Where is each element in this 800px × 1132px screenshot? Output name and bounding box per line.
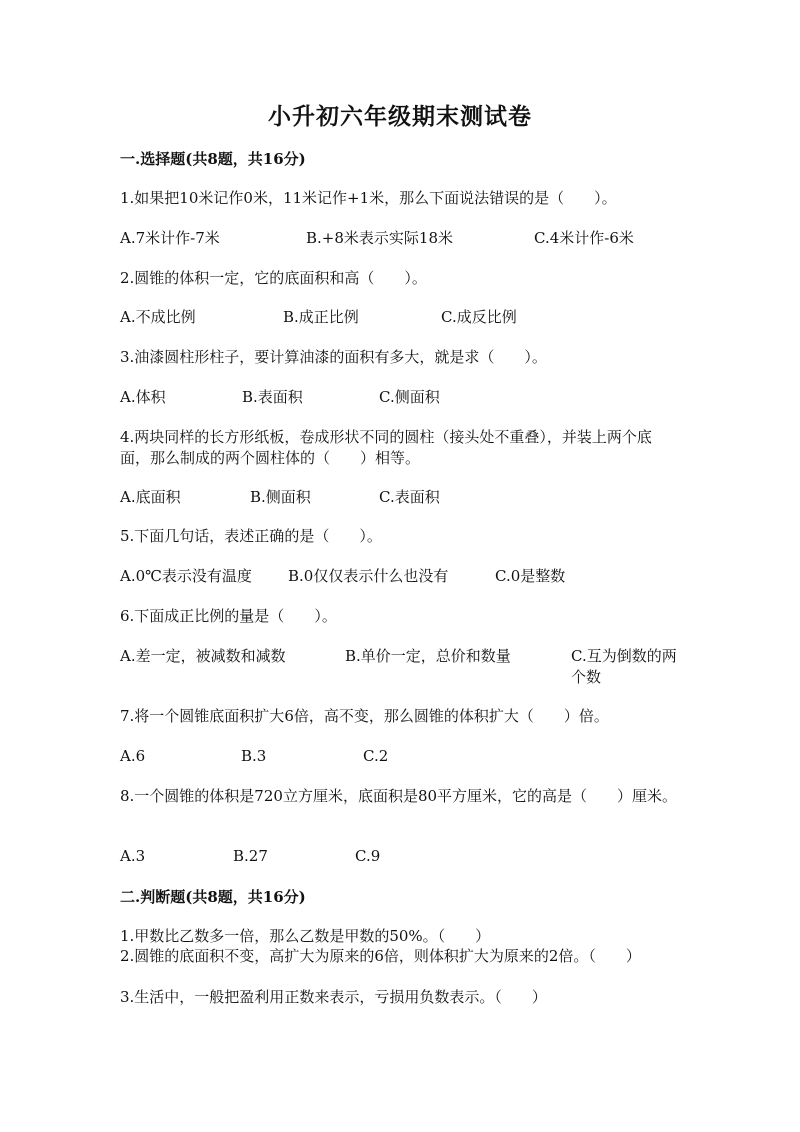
question-5: 5.下面几句话，表述正确的是（ ）。 — [120, 527, 382, 545]
option-b: B.3 — [241, 747, 267, 765]
option-a: A.底面积 — [120, 488, 181, 506]
option-a: A.体积 — [120, 388, 166, 406]
option-c: C.2 — [363, 747, 389, 765]
judgement-question-2: 2.圆锥的底面积不变，高扩大为原来的6倍，则体积扩大为原来的2倍。（ ） — [120, 947, 641, 965]
question-6-options — [120, 646, 680, 688]
option-b: B.侧面积 — [250, 488, 311, 506]
option-a: A.差一定，被减数和减数 — [120, 647, 286, 665]
question-8: 8.一个圆锥的体积是720立方厘米，底面积是80平方厘米，它的高是（ ）厘米。 — [120, 787, 678, 805]
exam-title: 小升初六年级期末测试卷 — [268, 103, 532, 130]
question-7: 7.将一个圆锥底面积扩大6倍，高不变，那么圆锥的体积扩大（ ）倍。 — [120, 707, 609, 725]
judgement-question-1: 1.甲数比乙数多一倍，那么乙数是甲数的50%。（ ） — [120, 927, 491, 945]
question-6: 6.下面成正比例的量是（ ）。 — [120, 607, 337, 625]
option-c: C.9 — [355, 847, 381, 865]
option-b: B.+8米表示实际18米 — [306, 229, 453, 247]
option-a: A.3 — [120, 847, 146, 865]
option-a: A.0℃表示没有温度 — [120, 567, 252, 585]
option-c: C.侧面积 — [379, 388, 440, 406]
option-b: B.表面积 — [242, 388, 303, 406]
option-c: C.0是整数 — [495, 567, 566, 585]
option-b: B.27 — [233, 847, 268, 865]
section-heading-multiple-choice: 一.选择题(共8题，共16分) — [120, 150, 306, 168]
question-4: 4.两块同样的长方形纸板，卷成形状不同的圆柱（接头处不重叠），并装上两个底面，那么制成的两个圆柱体的（ ）相等。 — [120, 428, 652, 467]
option-b: B.成正比例 — [283, 308, 359, 326]
option-a: A.不成比例 — [120, 308, 196, 326]
option-a: A.7米计作-7米 — [120, 229, 220, 247]
option-c: C.成反比例 — [441, 308, 517, 326]
option-c: C.互为倒数的两个数 — [571, 647, 677, 686]
question-1: 1.如果把10米记作0米，11米记作+1米，那么下面说法错误的是（ ）。 — [120, 189, 617, 207]
option-c: C.4米计作-6米 — [534, 229, 634, 247]
section-heading-true-false: 二.判断题(共8题，共16分) — [120, 888, 306, 906]
option-a: A.6 — [120, 747, 146, 765]
question-2: 2.圆锥的体积一定，它的底面积和高（ ）。 — [120, 269, 427, 287]
judgement-question-3: 3.生活中，一般把盈利用正数来表示，亏损用负数表示。（ ） — [120, 988, 547, 1006]
option-b: B.0仅仅表示什么也没有 — [288, 567, 449, 585]
option-b: B.单价一定，总价和数量 — [345, 647, 511, 665]
option-c: C.表面积 — [379, 488, 440, 506]
question-3: 3.油漆圆柱形柱子，要计算油漆的面积有多大，就是求（ ）。 — [120, 348, 547, 366]
